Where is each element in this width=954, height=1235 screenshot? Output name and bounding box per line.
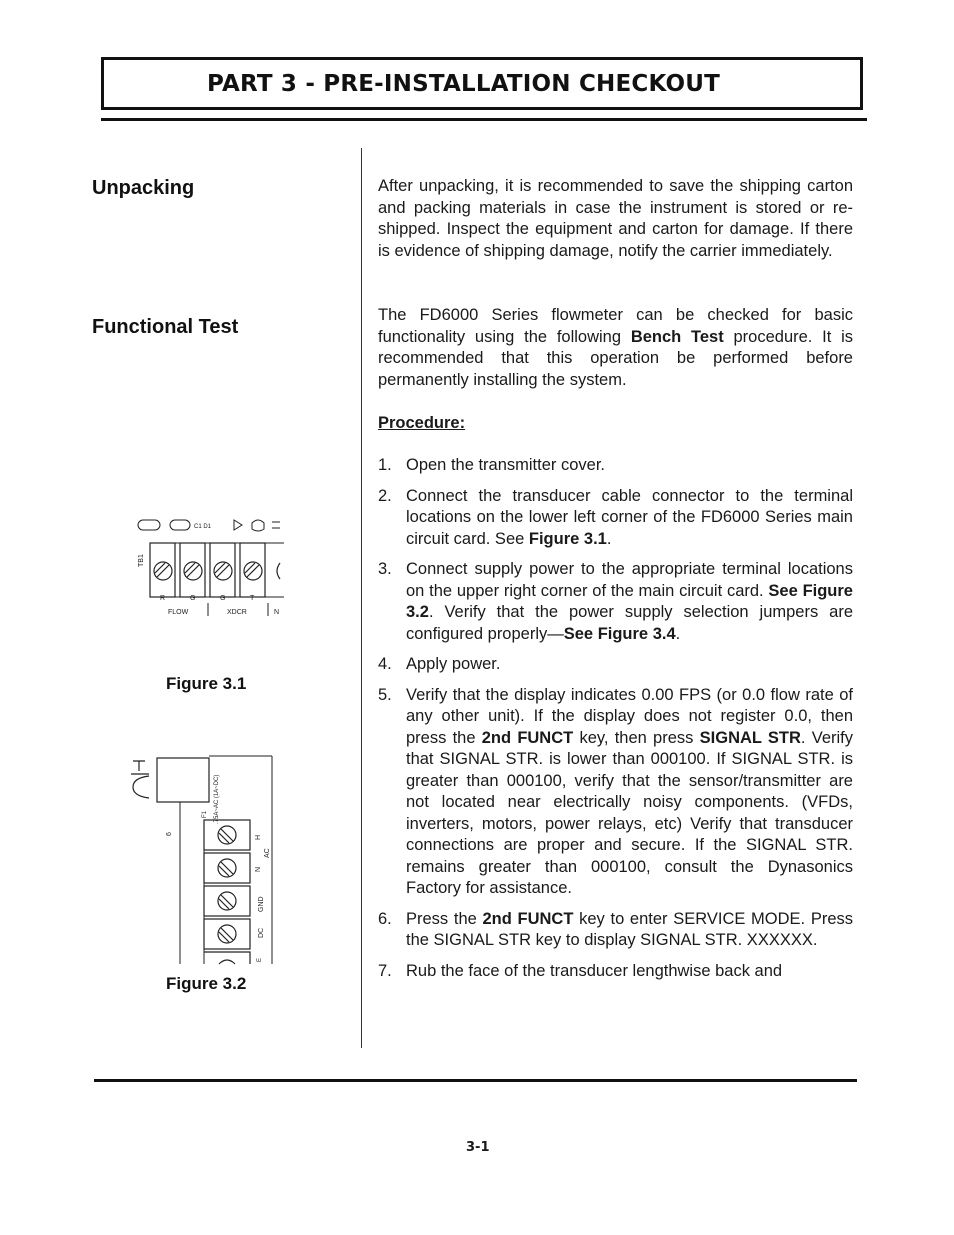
- step-text: Connect the transducer cable connector to the terminal locations on the lower left corner of the FD6000 Series main circuit card. See: [406, 486, 853, 548]
- fig1-g2-label: G: [220, 595, 226, 602]
- heading-functional-test: Functional Test: [92, 316, 239, 338]
- step-text: Connect supply power to the appropriate terminal locations on the upper right corner of the main circuit card.: [406, 560, 853, 600]
- steps-list: [378, 455, 853, 982]
- figure-reference: See Figure 3.4: [563, 624, 676, 643]
- step-number: 4.: [378, 655, 392, 673]
- intro-text-a: The FD6000 Series flowmeter can be checked for basic functionality using the following: [378, 306, 853, 346]
- page-number: 3-1: [466, 1140, 490, 1155]
- step-number: 5.: [378, 685, 392, 704]
- step-text: .: [606, 529, 612, 548]
- step-number: 1.: [378, 456, 392, 474]
- figure-3-2-caption: Figure 3.2: [166, 974, 247, 993]
- functional-test-paragraph: [378, 305, 853, 391]
- step-6: [378, 909, 853, 952]
- step-text: key to enter SERVICE MODE. Press the SIGNAL STR key to display SIGNAL STR. XXXXXX.: [406, 909, 854, 949]
- fig1-g1-label: G: [190, 595, 196, 602]
- procedure-block: [378, 413, 853, 435]
- step-text: . Verify that the power supply selection jumpers are configured properly—: [406, 603, 853, 643]
- functional-test-text-block: [378, 305, 853, 391]
- step-text: Verify that the display indicates 0.00 FPS (or 0.0 flow rate of any other unit). If the display does not register 0.0, then press the: [406, 685, 853, 747]
- fig1-xdcr-label: XDCR: [227, 609, 247, 616]
- fig1-r-label: R: [160, 595, 166, 602]
- fig2-dc-label: DC: [258, 927, 265, 938]
- fig2-ac-label: AC: [264, 848, 271, 858]
- step-4: [378, 654, 853, 676]
- figure-3-1-caption: Figure 3.1: [166, 674, 247, 693]
- fig1-tb1-label: TB1: [138, 554, 145, 567]
- fig2-e-label: E: [257, 957, 263, 962]
- procedure-steps: [378, 455, 853, 991]
- bench-test-emphasis: Bench Test: [630, 327, 724, 346]
- step-text: .: [675, 624, 681, 643]
- fig1-flow-label: FLOW: [168, 609, 189, 616]
- footer-rule: [94, 1079, 857, 1082]
- step-text: Press the: [406, 909, 483, 928]
- step-text: . Verify that SIGNAL STR. is lower than 000100. If SIGNAL STR. is greater than 000100, verify that the sensor/transmitter are not located near electrically noisy components. (VFDs, inverters, motors, power relays, etc) Verify that transducer connections are proper and secure. If the SIGNAL STR. remains greater than 000100, consult the Dynasonics Factory for assistance.: [406, 728, 853, 897]
- step-text: Rub the face of the transducer lengthwise back and: [406, 961, 783, 980]
- fig2-gnd-label: GND: [258, 896, 265, 912]
- unpacking-paragraph: After unpacking, it is recommended to save the shipping carton and packing materials in case the instrument is stored or re-shipped. Inspect the equipment and carton for damage. If there is evidence of shipping damage, notify the carrier immediately.: [378, 177, 853, 260]
- step-number: 6.: [378, 909, 392, 928]
- figure-reference: See Figure 3.2: [406, 581, 853, 621]
- step-text: Apply power.: [406, 655, 501, 673]
- step-number: 7.: [378, 961, 392, 980]
- page-title: PART 3 - PRE-INSTALLATION CHECKOUT: [207, 70, 720, 97]
- step-text: key, then press: [573, 728, 700, 747]
- procedure-heading: Procedure:: [378, 414, 466, 432]
- title-box: [101, 57, 863, 110]
- title-rule: [101, 118, 867, 121]
- unpacking-text-block: [378, 176, 853, 262]
- step-text: Open the transmitter cover.: [406, 456, 606, 474]
- fig1-t-label: T: [250, 595, 255, 602]
- figure-reference: Figure 3.1: [528, 529, 607, 548]
- figure-3-2: [127, 754, 277, 966]
- fig1-top-label: C1 D1: [194, 524, 212, 530]
- key-name: 2nd FUNCT: [481, 728, 574, 747]
- figure-3-1: [134, 515, 284, 620]
- fig2-fuse-label: .75A~AC (1A~DC): [214, 774, 220, 824]
- fig2-h-label: H: [255, 834, 262, 840]
- fig2-six-label: 6: [166, 832, 173, 836]
- step-5: [378, 685, 853, 900]
- fig2-f1-label: F1: [202, 810, 208, 818]
- step-number: 2.: [378, 486, 392, 505]
- step-2: [378, 486, 853, 551]
- intro-text-b: procedure. It is recommended that this operation be performed before permanently installing the system.: [378, 327, 853, 389]
- step-7: [378, 961, 853, 983]
- fig1-n-label: N: [274, 609, 280, 616]
- step-1: [378, 455, 853, 477]
- step-number: 3.: [378, 560, 392, 578]
- key-name: SIGNAL STR: [699, 728, 801, 747]
- fig2-n-label: N: [255, 866, 262, 872]
- column-divider: [361, 148, 362, 1048]
- heading-unpacking: Unpacking: [92, 177, 195, 199]
- key-name: 2nd FUNCT: [482, 909, 574, 928]
- step-3: [378, 559, 853, 645]
